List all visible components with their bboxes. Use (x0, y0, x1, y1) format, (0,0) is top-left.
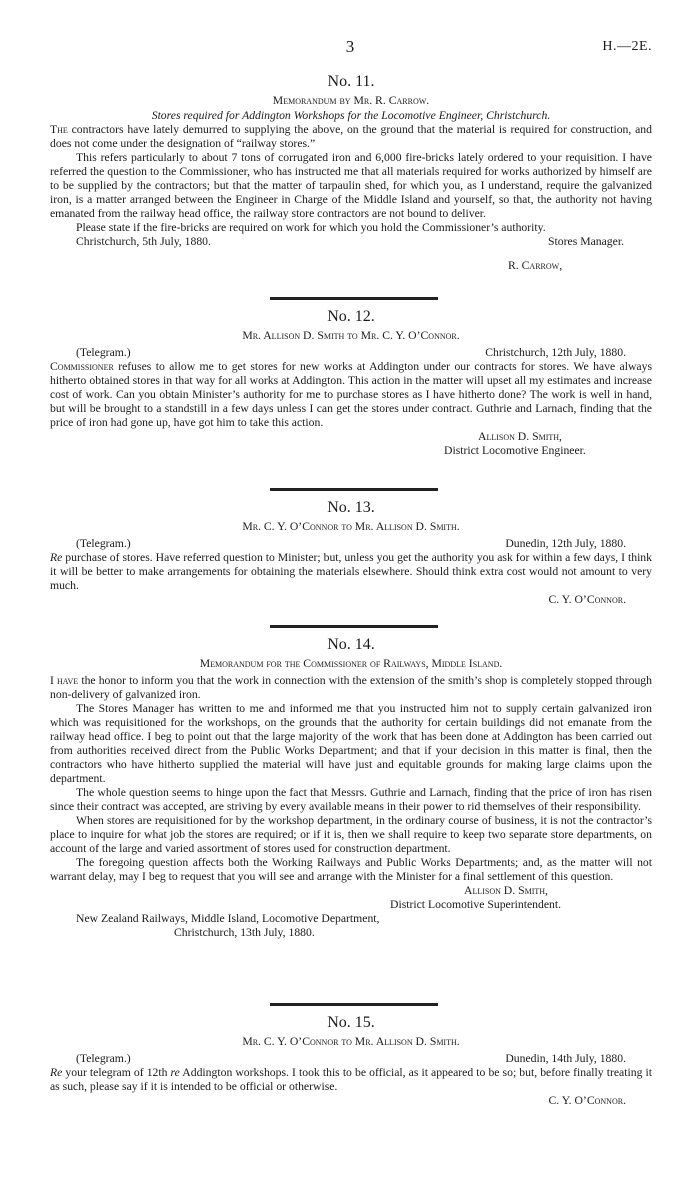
paragraph-text: purchase of stores. Have referred question to Minister; but, unless you get the authority you ask for within a few days, I think it will be better to make arrangements for obtaining the materials elsewhere. Should think extra cost would not amount to very much. (50, 551, 652, 592)
paragraph: The foregoing question affects both the Working Railways and Public Works Departments; and, as the matter will not warrant delay, may I beg to request that you will see and arrange with the Minister for a final settlement of this question. (50, 856, 652, 883)
section-number: No. 12. (327, 308, 375, 325)
signature-title: District Locomotive Superintendent. (390, 898, 562, 911)
section-title: Mr. Allison D. Smith to Mr. C. Y. O’Connor. (242, 329, 460, 342)
signature-row (50, 235, 652, 249)
section-no-13 (50, 498, 652, 607)
section-no-12 (50, 307, 652, 458)
telegram-label: (Telegram.) (76, 346, 131, 359)
page-header (0, 37, 700, 60)
signature-name: C. Y. O’Connor. (548, 593, 626, 606)
section-number: No. 15. (327, 1014, 375, 1031)
paragraph: When stores are requisitioned for by the workshop department, in the ordinary course of business, it is not the contractor’s place to inquire for what job the stores are required; or if it is, then we shall require to keep two separate store departments, on account of the large and varied assortment of stores used for construction department. (50, 814, 652, 855)
section-number: No. 13. (327, 499, 375, 516)
section-no-11 (50, 72, 652, 249)
section-title: Mr. C. Y. O’Connor to Mr. Allison D. Smith. (242, 1035, 460, 1048)
signature-name: Allison D. Smith, (478, 430, 562, 443)
section-subtitle: Stores required for Addington Workshops for the Locomotive Engineer, Christchurch. (151, 109, 551, 122)
paragraph (50, 674, 652, 702)
section-no-15 (50, 1013, 652, 1108)
signature-title: Stores Manager. (548, 235, 624, 248)
address-line: New Zealand Railways, Middle Island, Locomotive Department, (76, 912, 380, 925)
telegram-row (50, 537, 652, 551)
paragraph: The Stores Manager has written to me and informed me that you instructed him not to supply certain galvanized iron which was requisitioned for the workshops, on the grounds that the authority for certain buildings did not emanate from the railway head office. I beg to point out that the large majority of the work that has been done at Addington has been carried out from authorities received direct from the Public Works Department; and that if your decision in this matter is final, then the contractors who have hitherto supplied the material will have just and equitable grounds for making large claims upon the department. (50, 702, 652, 785)
title-memorandum: Memorandum (272, 94, 337, 107)
lead-word: The (50, 123, 68, 136)
paragraph: Please state if the fire-bricks are required on work for which you hold the Commissioner’s authority. (76, 221, 546, 234)
signature-name: Allison D. Smith, (464, 884, 548, 897)
paragraph-text: Addington workshops. I took this to be official, as it appeared to be so; but, before finally treating it as such, please say if it is intended to be official or otherwise. (50, 1066, 652, 1093)
place-date: Dunedin, 14th July, 1880. (505, 1052, 626, 1065)
address-date: Christchurch, 13th July, 1880. (174, 926, 315, 939)
paragraph (50, 360, 652, 430)
lead-word: Re (50, 1066, 63, 1079)
paragraph (50, 551, 652, 593)
lead-word: Commissioner (50, 360, 114, 373)
telegram-label: (Telegram.) (76, 1052, 131, 1065)
lead-word: I have (50, 674, 79, 687)
telegram-row (50, 346, 652, 360)
telegram-label: (Telegram.) (76, 537, 131, 550)
signature-name-r-carrow: R. Carrow, (508, 259, 563, 272)
lead-word: Re (50, 551, 63, 564)
section-title: Mr. C. Y. O’Connor to Mr. Allison D. Smith. (242, 520, 460, 533)
section-divider (270, 488, 438, 491)
section-no-14 (50, 635, 652, 940)
telegram-row (50, 1052, 652, 1066)
paragraph-text: refuses to allow me to get stores for new works at Addington under our contracts for stores. We have always hitherto obtained stores in that way for all works at Addington. This action in the matter will upset all my estimates and increase cost of work. Can you obtain Minister’s authority for me to purchase stores as I have hitherto done? The work is well in hand, but will be brought to a standstill in a few days unless I can get the stores under contract. Guthrie and Larnach, finding that the price of iron had gone up, have got him to take this action. (50, 360, 652, 429)
section-divider (270, 1003, 438, 1006)
section-number: No. 14. (327, 636, 375, 653)
re-word: re (170, 1066, 180, 1079)
section-title: Memorandum for the Commissioner of Railways, Middle Island. (199, 657, 503, 670)
section-divider (270, 625, 438, 628)
place-date: Dunedin, 12th July, 1880. (505, 537, 626, 550)
page-number: 3 (345, 37, 355, 56)
paragraph: The whole question seems to hinge upon the fact that Messrs. Guthrie and Larnach, finding that the price of iron has risen since their contract was accepted, are striving by every available means in their power to rid themselves of their responsibility. (50, 786, 652, 813)
paragraph-text: contractors have lately demurred to supplying the above, on the ground that the material is required for construction, and does not come under the designation of “railway stores.” (50, 123, 652, 150)
paragraph (50, 1066, 652, 1094)
paragraph-text: your telegram of 12th (62, 1066, 171, 1079)
paragraph (50, 123, 652, 151)
signature-name: C. Y. O’Connor. (548, 1094, 626, 1107)
signature-title: District Locomotive Engineer. (444, 444, 586, 457)
section-number: No. 11. (327, 73, 375, 90)
section-title (50, 94, 652, 108)
section-divider (270, 297, 438, 300)
place-date: Christchurch, 5th July, 1880. (76, 235, 211, 248)
title-rest: by Mr. R. Carrow. (336, 94, 430, 107)
paragraph: This refers particularly to about 7 tons of corrugated iron and 6,000 fire-bricks lately ordered to your requisition. I have referred the question to the Commissioner, who has instructed me that all materials required for works authorized by himself are to be supplied by the contractors; but that the matter of tarpaulin shed, for which you, as I understand, require the galvanized iron, is a matter arranged between the Engineer in Charge of the Middle Island and yourself, so that, the authority not having emanated from the railway head office, the railway store contractors are not bound to deliver. (50, 151, 652, 220)
paragraph-text: the honor to inform you that the work in connection with the extension of the smith’s shop is completely stopped through non-delivery of galvanized iron. (50, 674, 652, 701)
document-reference: H.—2E. (602, 39, 652, 54)
place-date: Christchurch, 12th July, 1880. (485, 346, 626, 359)
